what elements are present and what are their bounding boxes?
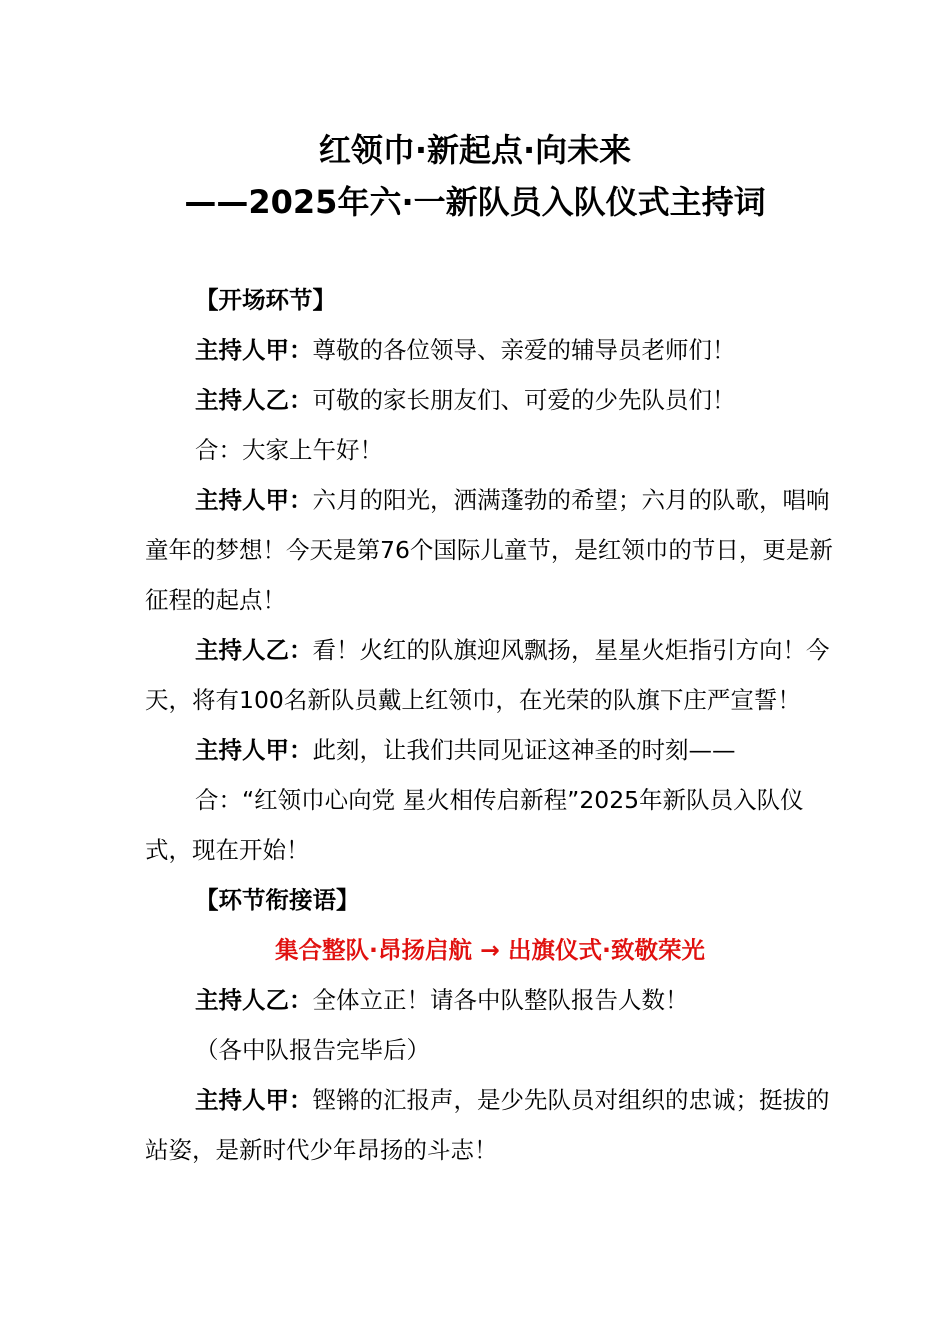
host-line: [145, 975, 835, 1025]
line-text: （各中队报告完毕后）: [195, 1036, 430, 1064]
speaker-label: 主持人甲：: [195, 336, 313, 364]
speaker-label: 主持人甲：: [195, 1086, 313, 1114]
line-text: 铿锵的汇报声，是少先队员对组织的忠诚；挺拔的站姿，是新时代少年昂扬的斗志！: [145, 1086, 830, 1164]
section-heading-opening: 【开场环节】: [195, 286, 336, 314]
speaker-label: 主持人乙：: [195, 386, 313, 414]
line-text: 合：“红领巾心向党 星火相传启新程”2025年新队员入队仪式，现在开始！: [145, 786, 804, 864]
host-line: [145, 775, 835, 875]
line-text: 全体立正！请各中队整队报告人数！: [312, 986, 689, 1014]
transition-line: 集合整队·昂扬启航 → 出旗仪式·致敬荣光: [275, 936, 705, 964]
speaker-label: 主持人甲：: [195, 736, 313, 764]
line-text: 可敬的家长朋友们、可爱的少先队员们！: [312, 386, 736, 414]
host-line: [145, 425, 835, 475]
speaker-label: 主持人乙：: [195, 986, 313, 1014]
line-text: 六月的阳光，洒满蓬勃的希望；六月的队歌，唱响童年的梦想！今天是第76个国际儿童节，是红领巾的节日，更是新征程的起点！: [145, 486, 833, 614]
host-line: [145, 725, 835, 775]
document-subtitle: ——2025年六·一新队员入队仪式主持词: [184, 183, 766, 221]
speaker-label: 主持人乙：: [195, 636, 313, 664]
host-line: [145, 325, 835, 375]
line-text: 此刻，让我们共同见证这神圣的时刻——: [312, 736, 736, 764]
speaker-label: 主持人甲：: [195, 486, 313, 514]
host-line: [145, 375, 835, 425]
host-line: [145, 475, 835, 625]
line-text: 看！火红的队旗迎风飘扬，星星火炬指引方向！今天，将有100名新队员戴上红领巾，在光荣的队旗下庄严宣誓！: [145, 636, 830, 714]
host-line: [145, 625, 835, 725]
stage-direction: [145, 1025, 835, 1075]
line-text: 尊敬的各位领导、亲爱的辅导员老师们！: [312, 336, 736, 364]
document-title: 红领巾·新起点·向未来: [318, 131, 632, 169]
line-text: 合：大家上午好！: [195, 436, 383, 464]
host-line: [145, 1075, 835, 1175]
section-heading-transition: 【环节衔接语】: [195, 886, 360, 914]
document-body: [145, 275, 835, 1175]
